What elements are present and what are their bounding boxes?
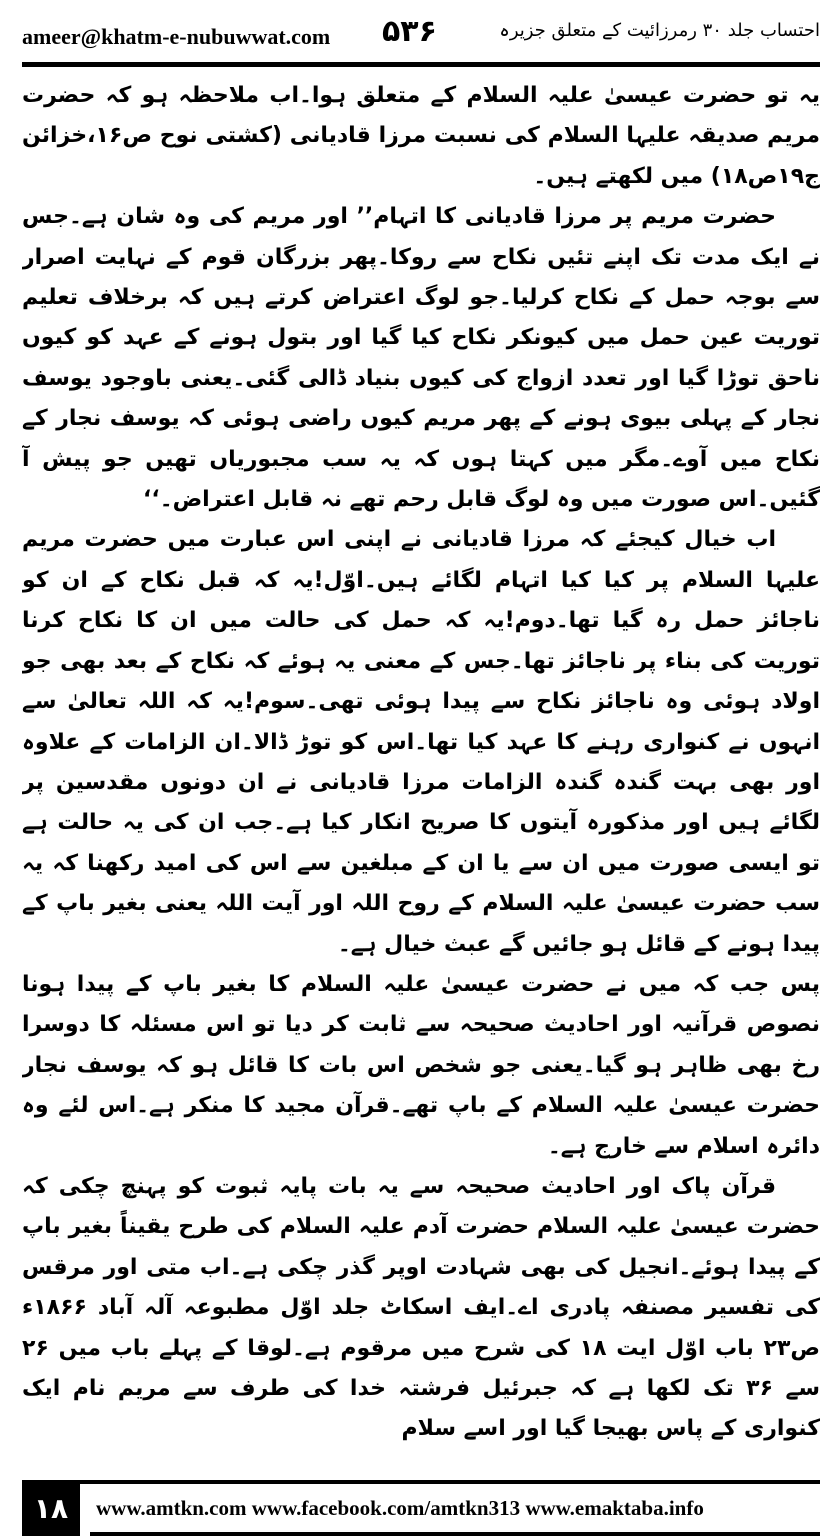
- header-email: ameer@khatm-e-nubuwwat.com: [22, 24, 331, 49]
- page-header: [0, 0, 840, 62]
- footer-page-number: ۱۸: [22, 1482, 80, 1536]
- page-body: [22, 76, 820, 1466]
- page-footer: [0, 1480, 840, 1540]
- paragraph: قرآن پاک اور احادیث صحیحہ سے یہ بات پایہ ثبوت کو پہنچ چکی کہ حضرت عیسیٰ علیہ السلام حضرت آدم علیہ السلام کی طرح یقیناً بغیر باپ کے پیدا ہوئے۔انجیل کی بھی شہادت اوپر گذر چکی ہے۔اب متی اور مرقس کی تفسیر مصنفہ پادری اے۔ایف اسکاٹ جلد اوّل مطبوعہ آلہ آباد ۱۸۶۶ء ص۲۳ باب اوّل ایت ۱۸ کی شرح میں مرقوم ہے۔لوقا کے پہلے باب میں ۲۶ سے ۳۶ تک لکھا ہے کہ جبرئیل فرشتہ خدا کی طرف سے مریم نام ایک کنواری کے پاس بھیجا گیا اور اسے سلام: [22, 1173, 820, 1442]
- footer-underline: [90, 1532, 820, 1536]
- paragraph: پس جب کہ میں نے حضرت عیسیٰ علیہ السلام کا بغیر باپ کے پیدا ہونا نصوص قرآنیہ اور احادیث صحیحہ سے ثابت کر دیا تو اس مسئلہ کا دوسرا رخ بھی ظاہر ہو گیا۔یعنی جو شخص اس بات کا قائل ہو کہ یوسف نجار حضرت عیسیٰ علیہ السلام کے باپ تھے۔قرآن مجید کا منکر ہے۔اس لئے وہ دائرہ اسلام سے خارج ہے۔: [22, 971, 820, 1159]
- header-page-number: ۵۳۶: [382, 14, 437, 49]
- paragraph: حضرت مریم پر مرزا قادیانی کا اتہام’’ اور مریم کی وہ شان ہے۔جس نے ایک مدت تک اپنے تئیں نکاح سے روکا۔پھر بزرگان قوم کے نہایت اصرار سے بوجہ حمل کے نکاح کرلیا۔جو لوگ اعتراض کرتے ہیں کہ برخلاف تعلیم توریت عین حمل میں کیونکر نکاح کیا گیا اور بتول ہونے کے عہد کو کیوں ناحق توڑا گیا اور تعدد ازواج کی کیوں بنیاد ڈالی گئی۔یعنی باوجود یوسف نجار کے پہلی بیوی ہونے کے پھر مریم کیوں راضی ہوئی کہ یوسف نجار کے نکاح میں آوے۔مگر میں کہتا ہوں کہ یہ سب مجبوریاں تھیں جو پیش آ گئیں۔اس صورت میں وہ لوگ قابل رحم تھے نہ قابل اعتراض۔‘‘: [22, 204, 820, 513]
- paragraph: اب خیال کیجئے کہ مرزا قادیانی نے اپنی اس عبارت میں حضرت مریم علیہا السلام پر کیا کیا اتہام لگائے ہیں۔اوّل!یہ کہ قبل نکاح کے ان کو ناجائز حمل رہ گیا تھا۔دوم!یہ کہ حمل کی حالت میں ان کا نکاح کرنا توریت کی بناء پر ناجائز تھا۔جس کے معنی یہ ہوئے کہ نکاح کے بعد بھی جو اولاد ہوئی وہ ناجائز نکاح سے پیدا ہوئی تھی۔سوم!یہ کہ اللہ تعالیٰ سے انہوں نے کنواری رہنے کا عہد کیا تھا۔اس کو توڑ ڈالا۔ان الزامات کے علاوہ اور بھی بہت گندہ گندہ الزامات مرزا قادیانی نے ان دونوں مقدسین پر لگائے ہیں اور مذکورہ آیتوں کا صریح انکار کیا ہے۔جب ان کی یہ حالت ہے تو ایسی صورت میں ان سے یا ان کے مبلغین سے اس کی امید رکھنا کہ یہ سب حضرت عیسیٰ علیہ السلام کے روح اللہ اور آیت اللہ یعنی بغیر باپ کے پیدا ہونے کے قائل ہو جائیں گے عبث خیال ہے۔: [22, 527, 820, 957]
- footer-divider: [22, 1480, 820, 1484]
- header-book-title: احتساب جلد ۳۰ رمرزائیت کے متعلق جزیرہ: [499, 20, 820, 41]
- header-divider: [22, 62, 820, 67]
- paragraph: یہ تو حضرت عیسیٰ علیہ السلام کے متعلق ہوا۔اب ملاحظہ ہو کہ حضرت مریم صدیقہ علیہا السلام کی نسبت مرزا قادیانی (کشتی نوح ص۱۶،خزائن ج۱۹ص۱۸) میں لکھتے ہیں۔: [22, 83, 820, 189]
- footer-website-links: www.amtkn.com www.facebook.com/amtkn313 www.emaktaba.info: [96, 1496, 704, 1520]
